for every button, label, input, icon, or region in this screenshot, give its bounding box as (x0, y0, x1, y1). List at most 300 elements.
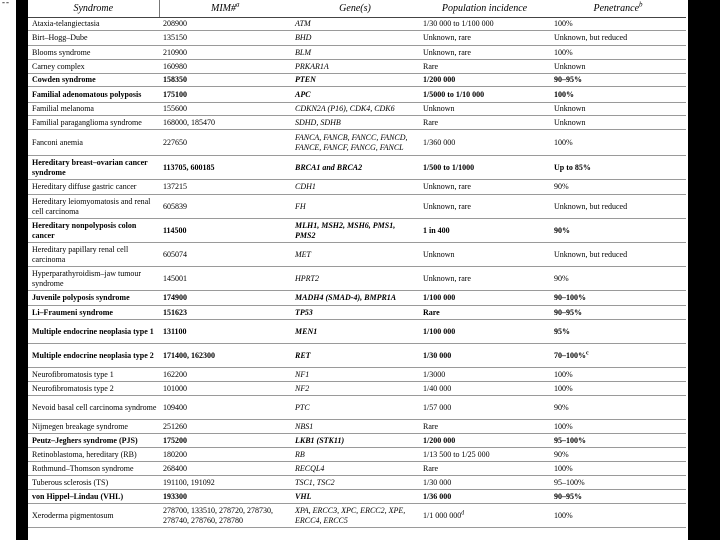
gene-cell (291, 74, 419, 87)
mim-cell (159, 18, 291, 31)
table-row (28, 243, 686, 267)
mim-cell-text: 175200 (163, 435, 187, 445)
syndrome-cell-text: Juvenile polyposis syndrome (32, 293, 130, 302)
penetrance-cell-text: Unknown, but reduced (554, 249, 628, 259)
gene-cell (291, 116, 419, 130)
table-row (28, 504, 686, 528)
incidence-cell-text: 1/100 000 (423, 293, 456, 302)
penetrance-cell-text: 90% (554, 273, 569, 283)
mim-cell-text: 162200 (163, 369, 187, 379)
table-row (28, 116, 686, 130)
penetrance-cell-text: 100% (554, 47, 573, 57)
table-sheet (28, 0, 688, 540)
incidence-cell (419, 448, 550, 462)
syndrome-cell-text: Neurofibromatosis type 2 (32, 383, 114, 393)
incidence-cell-text: Unknown (423, 104, 455, 113)
penetrance-cell (550, 46, 686, 60)
incidence-cell (419, 490, 550, 504)
syndrome-cell-text: Familial adenomatous polyposis (32, 89, 142, 99)
mim-cell-text: 137215 (163, 182, 187, 191)
header-mim (159, 0, 291, 18)
gene-cell-text: MEN1 (295, 326, 318, 336)
penetrance-cell-text: Unknown, but reduced (554, 201, 628, 211)
table-row (28, 320, 686, 344)
mim-cell (159, 116, 291, 130)
gene-cell-text: FH (295, 201, 306, 211)
mim-cell-text: 158350 (163, 75, 187, 84)
incidence-cell (419, 31, 550, 46)
gene-cell-text: FANCA, FANCB, FANCC, FANCD, FANCE, FANCF, FANCG, FANCL (295, 132, 408, 152)
table-row (28, 130, 686, 156)
incidence-cell-text: Unknown, rare (423, 182, 471, 191)
penetrance-cell-text: 90–100% (554, 293, 586, 302)
incidence-cell-text: Rare (423, 61, 439, 71)
syndrome-cell (28, 306, 159, 320)
incidence-cell (419, 243, 550, 267)
gene-cell (291, 156, 419, 180)
gene-cell-text: RET (295, 350, 311, 360)
gene-cell-text: CDH1 (295, 182, 316, 191)
incidence-cell (419, 180, 550, 195)
mim-cell (159, 344, 291, 368)
table-row (28, 46, 686, 60)
penetrance-cell-text: 90% (554, 402, 569, 412)
table-row (28, 462, 686, 476)
syndrome-cell-text: Hereditary breast–ovarian cancer syndrome (32, 157, 148, 177)
syndrome-cell (28, 448, 159, 462)
table-row (28, 448, 686, 462)
gene-cell (291, 490, 419, 504)
incidence-cell (419, 74, 550, 87)
gene-cell (291, 103, 419, 116)
gene-cell (291, 219, 419, 243)
penetrance-cell (550, 420, 686, 434)
syndrome-cell (28, 504, 159, 528)
syndrome-cell (28, 195, 159, 219)
penetrance-cell-text: 100% (554, 463, 573, 473)
mim-cell-text: 278700, 133510, 278720, 278730, 278740, 278760, 278780 (163, 505, 273, 525)
incidence-cell-text: Unknown, rare (423, 47, 471, 57)
gene-cell (291, 46, 419, 60)
syndrome-cell (28, 156, 159, 180)
penetrance-cell-text: 90% (554, 225, 570, 235)
syndrome-cell (28, 60, 159, 74)
header-mim-label: MIM# (211, 3, 236, 14)
syndrome-cell-text: Hyperparathyroidism–jaw tumour syndrome (32, 268, 142, 288)
incidence-cell (419, 382, 550, 396)
mim-cell (159, 462, 291, 476)
incidence-cell-text: 1/500 to 1/1000 (423, 162, 475, 172)
gene-cell (291, 306, 419, 320)
gene-cell (291, 396, 419, 420)
gene-cell (291, 434, 419, 448)
penetrance-cell (550, 74, 686, 87)
header-incidence: Population incidence (419, 0, 550, 18)
gene-cell-text: LKB1 (STK11) (295, 435, 345, 445)
penetrance-cell-text: 95–100% (554, 435, 586, 445)
penetrance-cell-text: Unknown (554, 61, 586, 71)
table-row (28, 368, 686, 382)
gene-cell-text: TSC1, TSC2 (295, 477, 335, 487)
mim-cell-text: 168000, 185470 (163, 117, 215, 127)
mim-cell-text: 174900 (163, 293, 187, 302)
penetrance-cell-text: 90–95% (554, 75, 582, 84)
penetrance-cell (550, 448, 686, 462)
penetrance-cell (550, 267, 686, 291)
mim-cell-text: 171400, 162300 (163, 350, 215, 360)
penetrance-cell (550, 368, 686, 382)
gene-cell (291, 267, 419, 291)
syndrome-cell (28, 180, 159, 195)
penetrance-cell (550, 320, 686, 344)
mim-cell (159, 31, 291, 46)
syndrome-cell (28, 31, 159, 46)
mim-cell (159, 320, 291, 344)
mim-cell (159, 156, 291, 180)
mim-cell-text: 605074 (163, 249, 187, 259)
incidence-cell-text: 1/30 000 (423, 350, 452, 360)
incidence-cell-text: 1 in 400 (423, 225, 450, 235)
syndrome-cell (28, 116, 159, 130)
gene-cell-text: MADH4 (SMAD-4), BMPR1A (295, 293, 397, 302)
incidence-cell (419, 291, 550, 306)
penetrance-cell-text: 95% (554, 326, 570, 336)
penetrance-cell-text: 70–100% (554, 350, 586, 360)
incidence-cell (419, 344, 550, 368)
gene-cell-text: XPA, ERCC3, XPC, ERCC2, XPE, ERCC4, ERCC5 (295, 505, 406, 525)
syndrome-cell (28, 476, 159, 490)
mim-cell-text: 208900 (163, 19, 187, 28)
syndrome-cell-text: Hereditary nonpolyposis colon cancer (32, 220, 137, 240)
syndrome-cell (28, 46, 159, 60)
table-row (28, 267, 686, 291)
table-row (28, 74, 686, 87)
penetrance-cell (550, 291, 686, 306)
incidence-cell (419, 130, 550, 156)
gene-cell-text: VHL (295, 491, 312, 501)
mim-cell (159, 490, 291, 504)
table-row (28, 306, 686, 320)
mim-cell (159, 396, 291, 420)
incidence-cell-text: 1/100 000 (423, 326, 456, 336)
gene-cell-text: BRCA1 and BRCA2 (295, 162, 363, 172)
mim-cell (159, 434, 291, 448)
incidence-cell (419, 396, 550, 420)
mim-cell (159, 195, 291, 219)
gene-cell (291, 462, 419, 476)
syndrome-cell-text: Xeroderma pigmentosum (32, 510, 114, 520)
syndrome-cell (28, 103, 159, 116)
gene-cell-text: APC (295, 89, 311, 99)
incidence-cell-text: Unknown, rare (423, 273, 471, 283)
gene-cell-text: NBS1 (295, 421, 314, 431)
incidence-cell-text: 1/57 000 (423, 402, 452, 412)
table-row (28, 180, 686, 195)
syndrome-cell-text: Rothmund–Thomson syndrome (32, 463, 134, 473)
mim-cell (159, 448, 291, 462)
gene-cell-text: TP53 (295, 307, 313, 317)
syndrome-cell (28, 320, 159, 344)
mim-cell (159, 219, 291, 243)
syndrome-cell-text: Familial melanoma (32, 104, 94, 113)
mim-cell-text: 160980 (163, 61, 187, 71)
mim-cell (159, 60, 291, 74)
mim-cell (159, 46, 291, 60)
syndrome-cell-text: Fanconi anemia (32, 137, 83, 147)
syndrome-cell-text: Blooms syndrome (32, 47, 91, 57)
table-row (28, 476, 686, 490)
mim-cell-text: 113705, 600185 (163, 162, 215, 172)
incidence-cell-text: 1/200 000 (423, 75, 456, 84)
table-row (28, 219, 686, 243)
gene-cell-text: NF1 (295, 369, 310, 379)
gene-cell-text: NF2 (295, 383, 310, 393)
table-row (28, 490, 686, 504)
syndrome-cell (28, 219, 159, 243)
penetrance-cell-text: Unknown (554, 117, 586, 127)
table-row (28, 382, 686, 396)
penetrance-cell (550, 490, 686, 504)
syndrome-cell-text: Birt–Hogg–Dube (32, 33, 88, 42)
table-row (28, 195, 686, 219)
syndrome-cell-text: von Hippel–Lindau (VHL) (32, 491, 124, 501)
mim-cell (159, 130, 291, 156)
penetrance-cell-text: 100% (554, 510, 573, 520)
incidence-cell (419, 87, 550, 103)
penetrance-cell (550, 60, 686, 74)
incidence-cell-text: Rare (423, 117, 439, 127)
penetrance-cell (550, 156, 686, 180)
mim-cell-text: 155600 (163, 104, 187, 113)
syndrome-cell-text: Peutz–Jeghers syndrome (PJS) (32, 435, 138, 445)
gene-cell-text: ATM (295, 19, 311, 28)
incidence-cell-text: 1/200 000 (423, 435, 456, 445)
gene-cell-text: RB (295, 449, 305, 459)
syndrome-cell (28, 74, 159, 87)
incidence-cell-text: 1/30 000 (423, 477, 452, 487)
penetrance-cell-text: 90% (554, 449, 569, 459)
mim-cell (159, 476, 291, 490)
syndrome-cell (28, 462, 159, 476)
incidence-cell-text: 1/360 000 (423, 137, 456, 147)
header-row (28, 0, 686, 18)
left-border-bar (16, 0, 28, 540)
syndrome-cell-text: Carney complex (32, 61, 85, 71)
syndrome-cell (28, 434, 159, 448)
gene-cell-text: CDKN2A (P16), CDK4, CDK6 (295, 104, 395, 113)
penetrance-cell-text: 100% (554, 369, 573, 379)
penetrance-cell (550, 243, 686, 267)
syndrome-cell-text: Familial paraganglioma syndrome (32, 117, 142, 127)
penetrance-cell (550, 103, 686, 116)
penetrance-cell (550, 396, 686, 420)
gene-cell-text: RECQL4 (295, 463, 325, 473)
penetrance-cell-text: 100% (554, 89, 574, 99)
penetrance-cell-text: Unknown (554, 104, 586, 113)
syndrome-cell-text: Nevoid basal cell carcinoma syndrome (32, 402, 157, 412)
header-penetrance (550, 0, 686, 18)
table-row (28, 344, 686, 368)
mim-cell (159, 420, 291, 434)
gene-cell-text: BLM (295, 47, 311, 57)
mim-cell (159, 291, 291, 306)
penetrance-cell-text: 100% (554, 137, 573, 147)
mim-cell-text: 101000 (163, 383, 187, 393)
incidence-cell (419, 420, 550, 434)
syndrome-cell-text: Hereditary diffuse gastric cancer (32, 182, 137, 191)
incidence-cell (419, 434, 550, 448)
table-row (28, 420, 686, 434)
mim-cell (159, 306, 291, 320)
gene-cell (291, 320, 419, 344)
syndrome-cell (28, 490, 159, 504)
incidence-cell (419, 60, 550, 74)
gene-cell (291, 31, 419, 46)
penetrance-cell (550, 87, 686, 103)
penetrance-cell-text: 90% (554, 182, 569, 191)
gene-cell (291, 130, 419, 156)
gene-cell (291, 195, 419, 219)
penetrance-cell (550, 130, 686, 156)
gene-cell (291, 291, 419, 306)
incidence-cell-text: 1/1 000 000 (423, 510, 462, 520)
mim-cell (159, 243, 291, 267)
mim-cell-text: 605839 (163, 201, 187, 211)
penetrance-cell (550, 462, 686, 476)
incidence-cell (419, 306, 550, 320)
incidence-cell-text: Unknown (423, 249, 455, 259)
table-row (28, 434, 686, 448)
header-penetrance-label: Penetrance (593, 3, 640, 14)
header-genes: Gene(s) (291, 0, 419, 18)
incidence-cell-text: Unknown, rare (423, 201, 471, 211)
mim-cell (159, 74, 291, 87)
gene-cell (291, 448, 419, 462)
mim-cell (159, 103, 291, 116)
table-row (28, 87, 686, 103)
syndrome-cell (28, 344, 159, 368)
gene-cell-text: MLH1, MSH2, MSH6, PMS1, PMS2 (295, 220, 396, 240)
incidence-cell-text: 1/30 000 to 1/100 000 (423, 19, 494, 28)
penetrance-cell-text: 100% (554, 383, 573, 393)
incidence-cell (419, 156, 550, 180)
syndrome-cell (28, 420, 159, 434)
syndrome-cell (28, 18, 159, 31)
syndrome-cell (28, 267, 159, 291)
incidence-cell-text: 1/3000 (423, 369, 446, 379)
mim-cell-text: 114500 (163, 225, 187, 235)
incidence-cell (419, 267, 550, 291)
syndrome-cell (28, 368, 159, 382)
penetrance-cell (550, 219, 686, 243)
syndrome-cell (28, 382, 159, 396)
syndrome-cell-text: Tuberous sclerosis (TS) (32, 477, 109, 487)
incidence-cell-text: 1/5000 to 1/10 000 (423, 89, 485, 99)
penetrance-cell-text: 95–100% (554, 477, 585, 487)
table-row (28, 18, 686, 31)
mim-cell-text: 180200 (163, 449, 187, 459)
penetrance-cell (550, 476, 686, 490)
penetrance-cell (550, 504, 686, 528)
mim-cell-text: 109400 (163, 402, 187, 412)
mim-cell-text: 227650 (163, 137, 187, 147)
mim-cell-text: 191100, 191092 (163, 477, 215, 487)
incidence-cell (419, 476, 550, 490)
penetrance-cell (550, 306, 686, 320)
gene-cell (291, 87, 419, 103)
incidence-cell (419, 219, 550, 243)
mim-cell (159, 267, 291, 291)
mim-cell-text: 131100 (163, 326, 187, 336)
penetrance-cell (550, 434, 686, 448)
syndrome-cell-text: Li–Fraumeni syndrome (32, 307, 113, 317)
table-row (28, 60, 686, 74)
syndrome-cell-text: Nijmegen breakage syndrome (32, 421, 128, 431)
gene-cell (291, 243, 419, 267)
header-penetrance-sup: b (639, 0, 643, 9)
gene-cell-text: BHD (295, 33, 312, 42)
table-row (28, 156, 686, 180)
incidence-cell (419, 195, 550, 219)
table-row (28, 291, 686, 306)
mim-cell (159, 368, 291, 382)
penetrance-cell (550, 382, 686, 396)
penetrance-cell (550, 18, 686, 31)
incidence-cell-text: Rare (423, 421, 439, 431)
gene-cell (291, 368, 419, 382)
corner-mark: -- (2, 0, 10, 7)
syndrome-cell-text: Neurofibromatosis type 1 (32, 369, 114, 379)
mim-cell-text: 135150 (163, 33, 187, 42)
incidence-cell (419, 116, 550, 130)
gene-cell (291, 60, 419, 74)
incidence-cell-footnote: d (461, 509, 465, 516)
incidence-cell (419, 320, 550, 344)
incidence-cell (419, 462, 550, 476)
gene-cell (291, 420, 419, 434)
table-row (28, 31, 686, 46)
gene-cell (291, 382, 419, 396)
penetrance-cell-text: 90–95% (554, 307, 582, 317)
mim-cell (159, 382, 291, 396)
penetrance-cell-text: Up to 85% (554, 162, 591, 172)
gene-cell-text: PRKAR1A (295, 61, 329, 71)
gene-cell-text: PTC (295, 402, 310, 412)
syndrome-table (28, 0, 686, 528)
header-syndrome: Syndrome (28, 0, 159, 18)
mim-cell-text: 210900 (163, 47, 187, 57)
mim-cell-text: 193300 (163, 491, 187, 501)
syndrome-cell-text: Hereditary papillary renal cell carcinoma (32, 244, 129, 264)
incidence-cell (419, 103, 550, 116)
penetrance-cell-text: Unknown, but reduced (554, 33, 628, 42)
mim-cell-text: 145001 (163, 273, 187, 283)
incidence-cell-text: Rare (423, 307, 440, 317)
mim-cell (159, 180, 291, 195)
penetrance-cell (550, 116, 686, 130)
syndrome-cell (28, 396, 159, 420)
penetrance-cell-text: 90–95% (554, 491, 582, 501)
penetrance-cell (550, 31, 686, 46)
gene-cell-text: MET (295, 249, 311, 259)
table-row (28, 103, 686, 116)
syndrome-cell-text: Ataxia-telangiectasia (32, 19, 100, 28)
penetrance-cell-text: 100% (554, 421, 573, 431)
mim-cell (159, 504, 291, 528)
mim-cell-text: 175100 (163, 89, 187, 99)
syndrome-cell-text: Retinoblastoma, hereditary (RB) (32, 449, 137, 459)
syndrome-cell-text: Cowden syndrome (32, 75, 96, 84)
